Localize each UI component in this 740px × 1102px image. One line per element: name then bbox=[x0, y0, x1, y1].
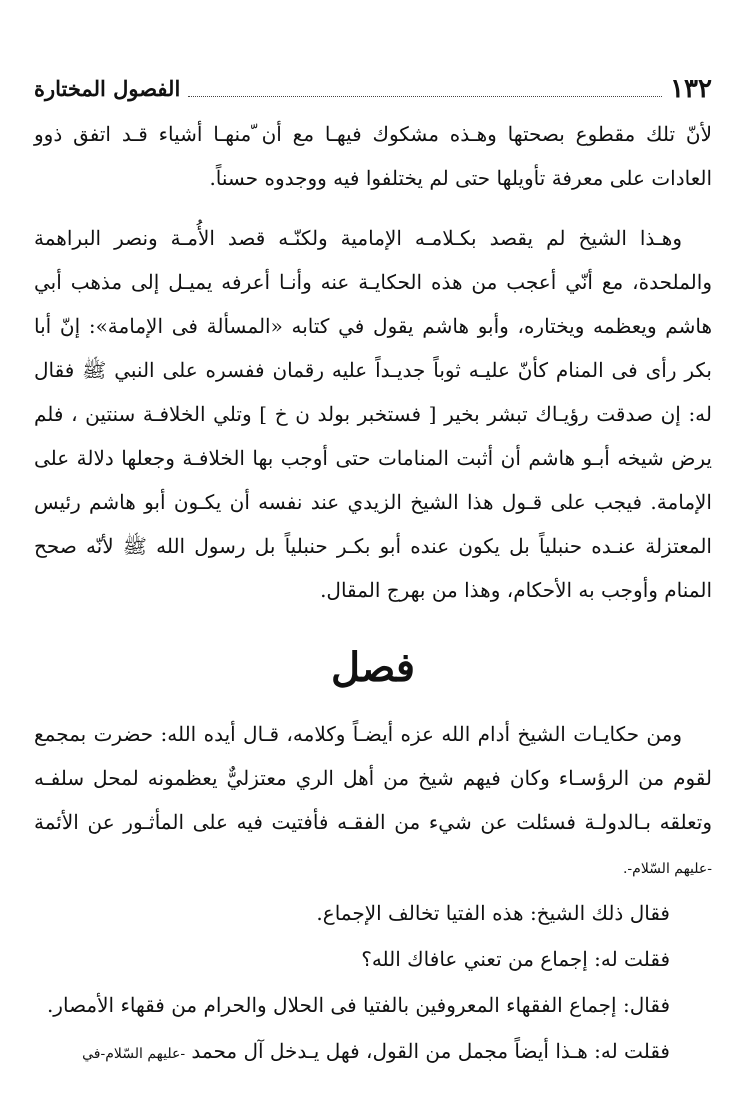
dialogue-line: فقال: إجماع الفقهاء المعروفين بالفتيا فى الحلال والحرام من فقهاء الأمصار. bbox=[46, 993, 670, 1017]
page-header bbox=[34, 64, 712, 104]
honorific-note: -عليهم السّلام-. bbox=[622, 861, 712, 877]
running-title: الفصول المختارة bbox=[34, 76, 181, 101]
header-dotted-leader bbox=[188, 96, 662, 97]
dialogue-line: فقال ذلك الشيخ: هذه الفتيا تخالف الإجماع. bbox=[316, 901, 670, 925]
section-title: فصل bbox=[330, 644, 416, 691]
page-number: ١٣٢ bbox=[670, 74, 712, 104]
section-opening-text: ومن حكايـات الشيخ أدام الله عزه أيضـاً وكلامه، قـال أيده الله: حضرت بمجمع لقوم من الرؤسـاء وكان فيهم شيخ من أهل الري معتزليٌّ يعظمونه لمحل سلفـه وتعلقه بـالدولـة فسئلت عن شيء من الفقـه فأفتيت فيه على المأثـور عن الأئمة bbox=[34, 722, 712, 834]
section-opening-paragraph bbox=[34, 712, 712, 891]
body-text bbox=[34, 112, 712, 1076]
honorific-note: -عليهم السّلام-في bbox=[82, 1046, 186, 1062]
paragraph-abu-hashim: وهـذا الشيخ لم يقصد بكـلامـه الإمامية ولكنّـه قصد الأُمـة ونصر البراهمة والملحدة، مع أنّي أعجب من هذه الحكايـة عنه وأنـا أعرفه يميـل إلى مذهب أبي هاشم ويعظمه ويختاره، وأبو هاشم يقول في كتابه «المسألة فى الإمامة»: إنّ أبا بكر رأى فى المنام كأنّ عليـه ثوباً جديـداً عليه رقمان ففسره على النبي ﷺ فقال له: إن صدقت رؤيـاك تبشر بخير [ فستخبر بولد ن خ ] وتلي الخلافـة سنتين ، فلم يرض شيخه أبـو هاشم أن أثبت المنامات حتى أوجب بها الخلافـة وجعلها دلالة على الإمامة. فيجب على قـول هذا الشيخ الزيدي عند نفسه أن يكـون أبو هاشم رئيس المعتزلة عنـده حنبلياً بل يكون عنده أبو بكـر حنبلياً بل رسول الله ﷺ لأنّه صحح المنام وأوجب به الأحكام، وهذا من بهرج المقال. bbox=[34, 226, 712, 602]
paragraph-continuation: لأنّ تلك مقطوع بصحتها وهـذه مشكوك فيهـا مع أن ّمنهـا أشياء قـد اتفق ذوو العادات على معرفة تأويلها حتى لم يختلفوا فيه ووجدوه حسناً. bbox=[34, 122, 712, 190]
dialogue-line bbox=[34, 1029, 712, 1076]
dialogue-line: فقلت له: إجماع من تعني عافاك الله؟ bbox=[361, 947, 670, 971]
dialogue-line-text: فقلت له: هـذا أيضاً مجمل من القول، فهل يـدخل آل محمد bbox=[191, 1039, 670, 1063]
